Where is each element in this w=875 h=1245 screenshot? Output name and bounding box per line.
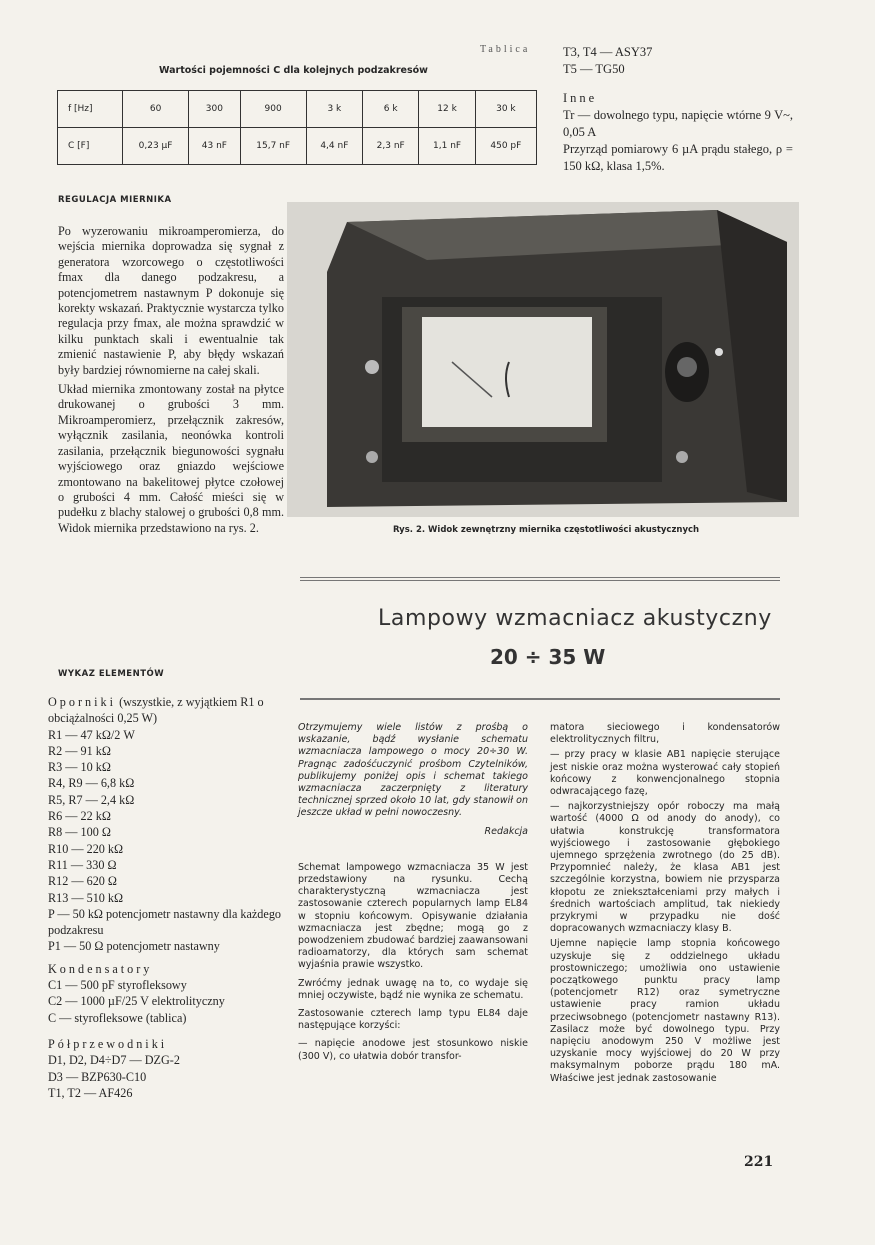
paragraph: Schemat lampowego wzmacniacza 35 W jest przedstawiony na rysunku. Cechą charakterystyczną wzmacniacza jest zastosowanie czterech popularnych lamp EL84 w stopniu końcowym. Opisywanie działania wzmacniacza jest zbędne; mogą go z powodzeniem zbudować bardziej zaawansowani radioamatorzy, dla których sam schemat wyjaśnia prawie wszystko.	[298, 861, 528, 971]
table-header-frequency: f [Hz]	[58, 91, 123, 128]
part-line: D1, D2, D4÷D7 — DZG-2	[48, 1053, 180, 1068]
table-cell: 6 k	[363, 91, 419, 128]
part-line: T1, T2 — AF426	[48, 1085, 133, 1100]
article-title: Lampowy wzmacniacz akustyczny	[378, 606, 772, 631]
part-line: R10 — 220 kΩ	[48, 841, 124, 856]
part-line: R6 — 22 kΩ	[48, 809, 111, 824]
article-column-1	[298, 722, 528, 1069]
table-header-capacitance: C [F]	[58, 128, 123, 165]
part-line: C2 — 1000 µF/25 V elektrolityczny	[48, 994, 225, 1009]
parts-list	[48, 694, 288, 1101]
part-line: R3 — 10 kΩ	[48, 760, 111, 775]
table-label: Tablica	[480, 44, 531, 55]
part-line: R12 — 620 Ω	[48, 874, 117, 889]
page-number: 221	[744, 1154, 774, 1170]
section-head-regulacja: REGULACJA MIERNIKA	[58, 195, 172, 205]
table-cell: 60	[123, 91, 189, 128]
table-cell: 4,4 nF	[306, 128, 362, 165]
editorial-intro: Otrzymujemy wiele listów z prośbą o wskazanie, bądź wysłanie schematu wzmacniacza lampowego o mocy 20÷30 W. Pragnąc zadośćuczynić prośbom Czytelników, publikujemy poniżej opis i schemat takiego wzmacniacza zaczerpnięty z literatury technicznej sprzed około 10 lat, gdy stanowił on jeszcze układ w pełni nowoczesny.	[298, 722, 528, 819]
table-cell: 3 k	[306, 91, 362, 128]
part-line: R5, R7 — 2,4 kΩ	[48, 792, 135, 807]
oporniki-note: (wszystkie, z wyjątkiem R1 o obciążalności 0,25 W)	[48, 695, 264, 726]
table-row-capacitance	[58, 128, 537, 165]
paragraph: Układ miernika zmontowany został na płytce drukowanej o grubości 3 mm. Mikroamperomierz, przełącznik zakresów, wyłącznik zasilania, neonówka kontroli zasilania, przełącznik biegunowości sygnału wyjściowego oraz gniazdo wejściowe zmontowano na bakelitowej płytce czołowej o grubości 4 mm. Całość mieści się w pudełku z blachy stalowej o grubości 0,8 mm. Widok miernika przedstawiono na rys. 2.	[58, 382, 284, 535]
part-line: C — styrofleksowe (tablica)	[48, 1010, 187, 1025]
figure-caption: Rys. 2. Widok zewnętrzny miernika częstotliwości akustycznych	[393, 525, 700, 535]
section-head-wykaz: WYKAZ ELEMENTÓW	[58, 669, 165, 679]
capacitance-table	[57, 90, 537, 165]
table-cell: 43 nF	[189, 128, 240, 165]
part-line: P — 50 kΩ potencjometr nastawny dla każdego podzakresu	[48, 906, 282, 938]
section-head-polprzewodniki: Półprzewodniki	[48, 1036, 168, 1051]
part-line: T5 — TG50	[563, 62, 625, 76]
part-line: R13 — 510 kΩ	[48, 890, 124, 905]
paragraph: — najkorzystniejszy opór roboczy ma małą wartość (4000 Ω od anody do anody), co ułatwia konstrukcję transformatora wyjściowego i zastosowanie głębokiego ujemnego sprzężenia zwrotnego (do 25 dB). Przypomnieć należy, że klasa AB1 jest szczególnie korzystna, bowiem nie przysparza kłopotu ze zniekształceniami przy małych i średnich wartościach amplitud, tak niekiedy przykrymi w przypadku nie dość dopracowanych wzmacniaczy klasy B.	[550, 801, 780, 935]
paragraph: Po wyzerowaniu mikroamperomierza, do wejścia miernika doprowadza się sygnał z generatora wzorcowego o częstotliwości fmax dla danego podzakresu, a potencjometrem nastawnym P dokonuje się korekty wskazań. Praktycznie wystarcza tylko regulacja przy fmax, ale można sprawdzić w kilku punktach skali i ewentualnie tak zmienić nastawienie P, aby błędy wskazań były bardziej równomierne na całej skali.	[58, 224, 284, 377]
part-line: R4, R9 — 6,8 kΩ	[48, 776, 135, 791]
paragraph: Zwróćmy jednak uwagę na to, co wydaje się mniej oczywiste, bądź nie wynika ze schematu.	[298, 977, 528, 1001]
paragraph: — napięcie anodowe jest stosunkowo niskie (300 V), co ułatwia dobór transfor-	[298, 1038, 528, 1062]
part-line: C1 — 500 pF styrofleksowy	[48, 978, 187, 993]
part-line: R8 — 100 Ω	[48, 825, 111, 840]
section-head-kondensatory: Kondensatory	[48, 961, 153, 976]
article-subtitle: 20 ÷ 35 W	[490, 645, 606, 669]
table-row-frequency	[58, 91, 537, 128]
regulacja-text	[58, 224, 284, 540]
divider	[300, 580, 780, 581]
part-line: R2 — 91 kΩ	[48, 743, 111, 758]
part-line: Tr — dowolnego typu, napięcie wtórne 9 V~, 0,05 A	[563, 108, 793, 139]
part-line: R1 — 47 kΩ/2 W	[48, 727, 135, 742]
table-title: Wartości pojemności C dla kolejnych podzakresów	[159, 65, 428, 76]
table-cell: 30 k	[475, 91, 536, 128]
table-cell: 15,7 nF	[240, 128, 306, 165]
paragraph: Ujemne napięcie lamp stopnia końcowego uzyskuje się z oddzielnego układu prostowniczego; umożliwia ono ustawienie początkowego punktu pracy lamp (potencjometr R12) oraz symetryczne ustawienie pracy ramion układu przeciwsobnego (potencjometr nastawny R13). Zasilacz może być dowolnego typu. Przy napięciu anodowym 250 V możliwe jest uzyskanie mocy wyjściowej do 20 W przy maksymalnym poborze prądu 180 mA. Właściwe jest jednak zastosowanie	[550, 938, 780, 1084]
paragraph: Zastosowanie czterech lamp typu EL84 daje następujące korzyści:	[298, 1008, 528, 1032]
table-cell: 1,1 nF	[419, 128, 475, 165]
part-line: D3 — BZP630-C10	[48, 1069, 147, 1084]
part-line: T3, T4 — ASY37	[563, 45, 653, 59]
paragraph: matora sieciowego i kondensatorów elektrolitycznych filtru,	[550, 722, 780, 746]
part-line: R11 — 330 Ω	[48, 857, 117, 872]
table-cell: 900	[240, 91, 306, 128]
divider	[300, 698, 780, 700]
table-cell: 12 k	[419, 91, 475, 128]
table-cell: 0,23 µF	[123, 128, 189, 165]
section-head-oporniki: Oporniki	[48, 695, 117, 709]
meter-photo	[287, 202, 799, 517]
paragraph: — przy pracy w klasie AB1 napięcie sterujące jest niskie oraz można wysterować cały stopień końcowy z konwencjonalnego stopnia odwracającego fazę,	[550, 749, 780, 798]
part-line: Przyrząd pomiarowy 6 µA prądu stałego, ρ = 150 kΩ, klasa 1,5%.	[563, 142, 793, 173]
table-cell: 300	[189, 91, 240, 128]
article-column-2	[550, 722, 780, 1088]
table-cell: 450 pF	[475, 128, 536, 165]
editorial-sign: Redakcja	[484, 825, 528, 837]
divider	[300, 577, 780, 578]
part-line: P1 — 50 Ω potencjometr nastawny	[48, 939, 220, 954]
parts-continuation	[563, 44, 793, 175]
section-head-inne: Inne	[563, 91, 598, 105]
table-cell: 2,3 nF	[363, 128, 419, 165]
